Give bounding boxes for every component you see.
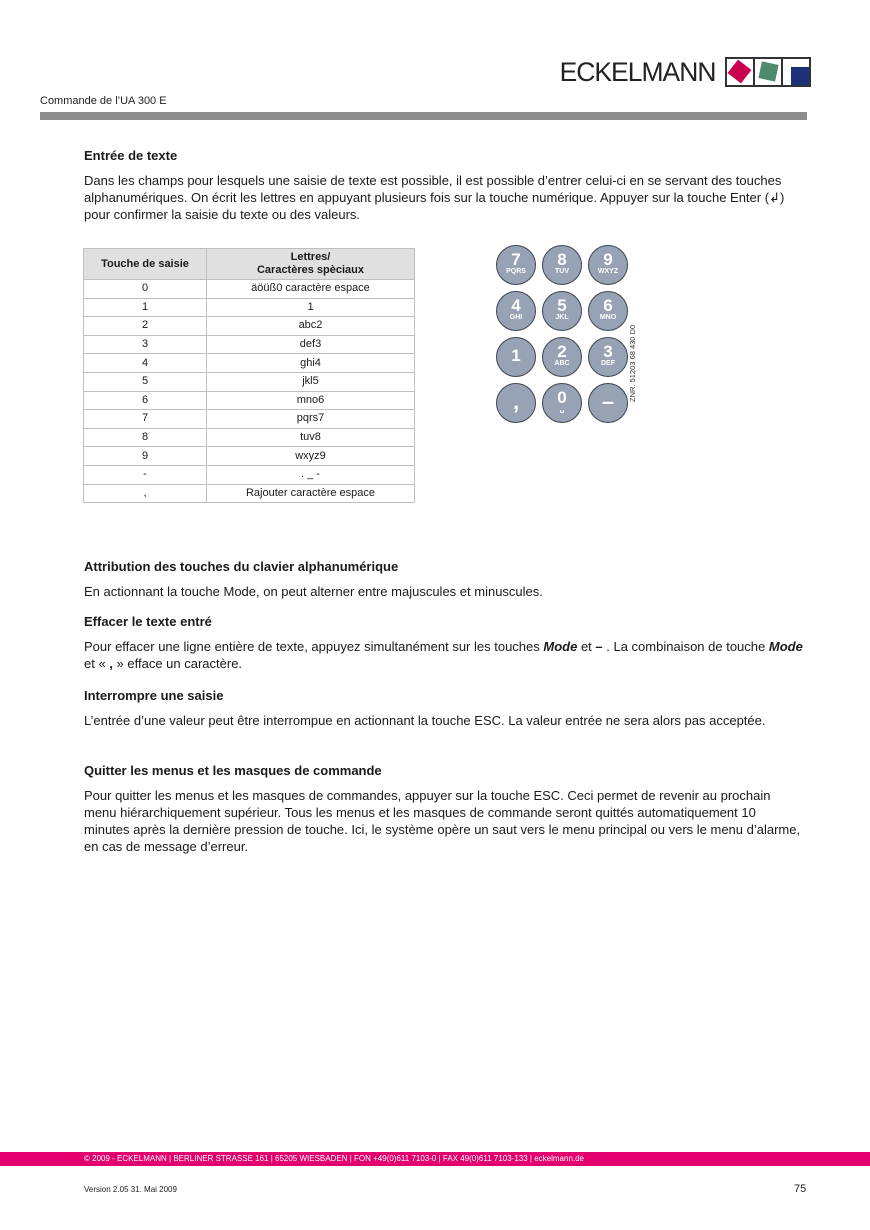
key-7: 7 PQRS [496, 245, 536, 285]
key-2: 2 ABC [542, 337, 582, 377]
key-8: 8 TUV [542, 245, 582, 285]
section-body: Pour effacer une ligne entière de texte, appuyez simultanément sur les touches Mode et – . La combinaison de touche Mode et « , » efface un caractère. [84, 639, 803, 671]
table-row: 2 abc2 [84, 317, 415, 336]
table-row: 1 1 [84, 298, 415, 317]
key-comma: , [496, 383, 536, 423]
red-square-icon [728, 60, 752, 84]
drawing-reference: ZNR. 51203 68 430 D0 [628, 324, 637, 402]
key-1: 1 [496, 337, 536, 377]
footer-address: © 2009 - ECKELMANN | BERLINER STRASSE 161 | 65205 WIESBADEN | FON +49(0)611 7103-0 | FAX 49(0)611 7103-133 | eckelmann.de [84, 1154, 585, 1163]
table-row: 7 pqrs7 [84, 410, 415, 429]
section-heading: Quitter les menus et les masques de commande [84, 763, 382, 778]
logo-wordmark: ECKELMANN [559, 57, 716, 87]
key-3: 3 DEF [588, 337, 628, 377]
blue-square-icon [791, 67, 809, 85]
document-title: Commande de l’UA 300 E [40, 95, 167, 107]
footer-version: Version 2.05 31. Mai 2009 [84, 1185, 177, 1194]
section-interrupt [84, 688, 804, 729]
section-heading: Interrompre une saisie [84, 688, 224, 703]
section-heading: Effacer le texte entré [84, 614, 212, 629]
section-quit [84, 763, 804, 855]
key-9: 9 WXYZ [588, 245, 628, 285]
column-header-letters: Lettres/ Caractères spèciaux [207, 249, 415, 280]
table-row: 3 def3 [84, 335, 415, 354]
key-mapping-table [83, 248, 415, 503]
table-row: - . _ - [84, 465, 415, 484]
column-header-key: Touche de saisie [84, 249, 207, 280]
section-erase [84, 614, 804, 672]
section-body: Dans les champs pour lesquels une saisie de texte est possible, il est possible d’entrer celui-ci en se servant des touches alphanumériques. On écrit les lettres en appuyant plusieurs fois sur la touche numérique. Appuyer sur la touche Enter (↲) pour confirmer la saisie du texte ou des valeurs. [84, 173, 785, 222]
page-number: 75 [794, 1183, 807, 1195]
key-minus: – [588, 383, 628, 423]
section-assignment [84, 559, 804, 600]
footer-bar [0, 1152, 870, 1166]
key-5: 5 JKL [542, 291, 582, 331]
header-rule [40, 112, 807, 120]
key-0: 0 ␣ [542, 383, 582, 423]
table-row: 5 jkl5 [84, 372, 415, 391]
section-body: En actionnant la touche Mode, on peut alterner entre majuscules et minuscules. [84, 584, 543, 599]
table-row: 9 wxyz9 [84, 447, 415, 466]
table-row: 4 ghi4 [84, 354, 415, 373]
eckelmann-logo [558, 57, 811, 87]
green-square-icon [758, 61, 778, 81]
logo-squares-icon [725, 57, 811, 87]
space-icon: ␣ [559, 406, 565, 413]
table-row: 6 mno6 [84, 391, 415, 410]
table-row: , Rajouter caractère espace [84, 484, 415, 503]
section-text-entry [84, 148, 804, 223]
key-6: 6 MNO [588, 291, 628, 331]
section-body: Pour quitter les menus et les masques de commandes, appuyer sur la touche ESC. Ceci permet de revenir au prochain menu hiérarchiquement supérieur. Tous les menus et les masques de commande seront quittés automatiquement 10 minutes après la dernière pression de touche. Ici, le système opère un saut vers le menu principal ou vers le menu d’alarme, en cas de message d’erreur. [84, 788, 801, 854]
section-body: L’entrée d’une valeur peut être interrompue en actionnant la touche ESC. La valeur entrée ne sera alors pas acceptée. [84, 713, 766, 728]
key-4: 4 GHI [496, 291, 536, 331]
section-heading: Entrée de texte [84, 148, 178, 163]
section-heading: Attribution des touches du clavier alphanumérique [84, 559, 399, 574]
table-row: 8 tuv8 [84, 428, 415, 447]
table-row: 0 äöüß0 caractère espace [84, 280, 415, 299]
table-header-row [84, 249, 415, 280]
